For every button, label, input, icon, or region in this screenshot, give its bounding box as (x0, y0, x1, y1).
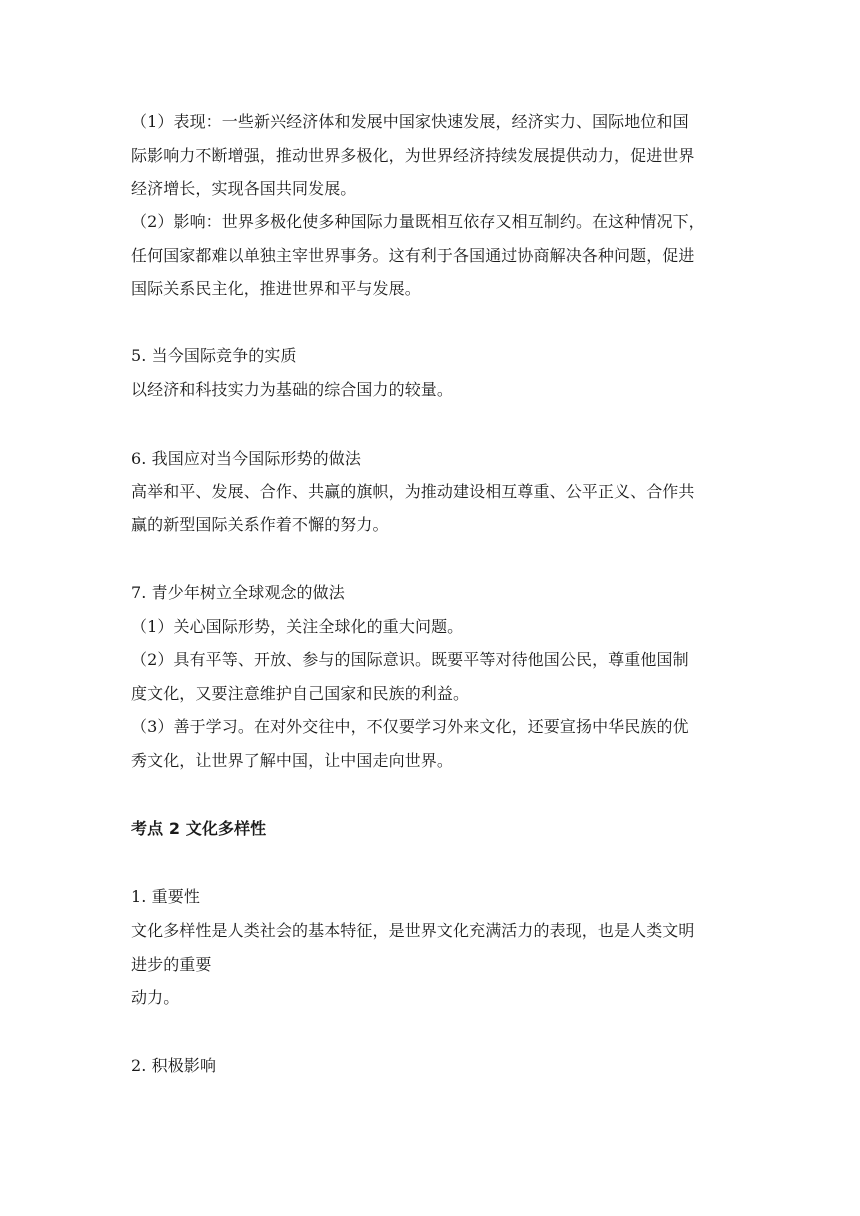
paragraph-line: 际影响力不断增强，推动世界多极化，为世界经济持续发展提供动力，促进世界 (131, 146, 695, 165)
section-heading-1: 1. 重要性 (131, 887, 200, 906)
paragraph-line: （1）关心国际形势，关注全球化的重大问题。 (131, 617, 464, 636)
paragraph-line: 进步的重要 (131, 955, 212, 974)
paragraph-line: 任何国家都难以单独主宰世界事务。这有利于各国通过协商解决各种问题，促进 (131, 246, 695, 265)
paragraph-line: 度文化，又要注意维护自己国家和民族的利益。 (131, 684, 470, 703)
paragraph-line: （2）具有平等、开放、参与的国际意识。既要平等对待他国公民，尊重他国制 (131, 650, 689, 669)
paragraph-line: 国际关系民主化，推进世界和平与发展。 (131, 279, 421, 298)
paragraph-line: 经济增长，实现各国共同发展。 (131, 179, 357, 198)
paragraph-line: 动力。 (131, 988, 180, 1007)
paragraph-line: （1）表现：一些新兴经济体和发展中国家快速发展，经济实力、国际地位和国 (131, 112, 689, 131)
paragraph-line: 以经济和科技实力为基础的综合国力的较量。 (131, 380, 454, 399)
topic-heading: 考点 2 文化多样性 (131, 819, 267, 838)
section-heading-2: 2. 积极影响 (131, 1056, 217, 1075)
paragraph-line: 秀文化，让世界了解中国，让中国走向世界。 (131, 751, 454, 770)
paragraph-line: 赢的新型国际关系作着不懈的努力。 (131, 515, 389, 534)
paragraph-line: 文化多样性是人类社会的基本特征，是世界文化充满活力的表现，也是人类文明 (131, 921, 695, 940)
paragraph-line: （3）善于学习。在对外交往中，不仅要学习外来文化，还要宣扬中华民族的优 (131, 717, 689, 736)
section-heading-5: 5. 当今国际竞争的实质 (131, 346, 297, 365)
paragraph-line: 高举和平、发展、合作、共赢的旗帜，为推动建设相互尊重、公平正义、合作共 (131, 482, 695, 501)
paragraph-line: （2）影响：世界多极化使多种国际力量既相互依存又相互制约。在这种情况下， (131, 212, 705, 231)
section-heading-6: 6. 我国应对当今国际形势的做法 (131, 449, 361, 468)
section-heading-7: 7. 青少年树立全球观念的做法 (131, 583, 345, 602)
